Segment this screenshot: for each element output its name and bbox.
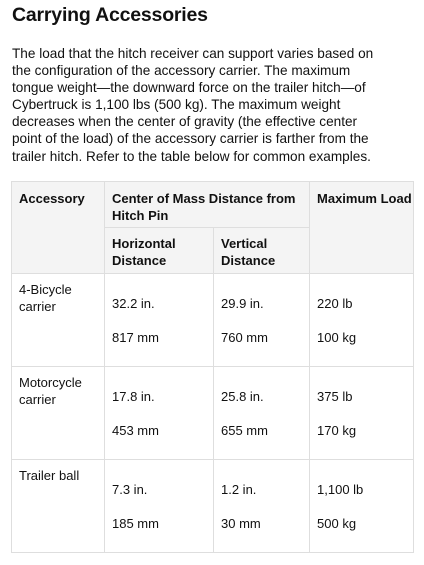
page-title: Carrying Accessories (12, 4, 208, 26)
table-row (12, 460, 414, 553)
header-horizontal-distance: Horizontal Distance (105, 228, 214, 274)
accessory-name: 4-Bicycle carrier (12, 274, 105, 367)
maximum-load-cell (310, 367, 414, 460)
table-row (12, 274, 414, 367)
vertical-distance-cell (214, 460, 310, 553)
intro-line: the configuration of the accessory carrier. The maximum (12, 63, 351, 79)
load-pounds: 1,100 lb (317, 482, 364, 497)
header-center-of-mass: Center of Mass Distance from Hitch Pin (105, 182, 310, 228)
intro-line: decreases when the center of gravity (the effective center (12, 114, 358, 130)
load-pounds: 220 lb (317, 296, 353, 311)
table-row (12, 367, 414, 460)
accessory-name: Trailer ball (12, 460, 105, 553)
intro-line: The load that the hitch receiver can support varies based on (12, 46, 374, 61)
accessory-load-table (11, 181, 414, 553)
horizontal-distance-cell (105, 367, 214, 460)
load-kilograms: 170 kg (317, 423, 357, 438)
header-maximum-load: Maximum Load (310, 182, 414, 274)
intro-paragraph (12, 45, 416, 165)
horizontal-millimeters: 817 mm (112, 330, 159, 345)
vertical-inches: 29.9 in. (221, 296, 264, 311)
horizontal-millimeters: 453 mm (112, 423, 159, 438)
header-accessory: Accessory (12, 182, 105, 274)
header-vertical-distance: Vertical Distance (214, 228, 310, 274)
load-kilograms: 100 kg (317, 330, 357, 345)
accessory-name: Motorcycle carrier (12, 367, 105, 460)
intro-line: Cybertruck is 1,100 lbs (500 kg). The maximum weight (12, 97, 341, 113)
load-kilograms: 500 kg (317, 516, 357, 531)
horizontal-inches: 17.8 in. (112, 389, 155, 404)
horizontal-inches: 32.2 in. (112, 296, 155, 311)
vertical-distance-cell (214, 274, 310, 367)
horizontal-inches: 7.3 in. (112, 482, 148, 497)
load-pounds: 375 lb (317, 389, 353, 404)
intro-line: point of the load) of the accessory carrier is farther from the (12, 131, 369, 147)
vertical-inches: 25.8 in. (221, 389, 264, 404)
intro-line: trailer hitch. Refer to the table below for common examples. (12, 148, 371, 164)
horizontal-millimeters: 185 mm (112, 516, 159, 531)
vertical-distance-cell (214, 367, 310, 460)
vertical-millimeters: 760 mm (221, 330, 268, 345)
intro-line: tongue weight—the downward force on the trailer hitch—of (12, 80, 366, 96)
maximum-load-cell (310, 274, 414, 367)
vertical-millimeters: 655 mm (221, 423, 268, 438)
maximum-load-cell (310, 460, 414, 553)
horizontal-distance-cell (105, 460, 214, 553)
horizontal-distance-cell (105, 274, 214, 367)
vertical-millimeters: 30 mm (221, 516, 261, 531)
vertical-inches: 1.2 in. (221, 482, 257, 497)
